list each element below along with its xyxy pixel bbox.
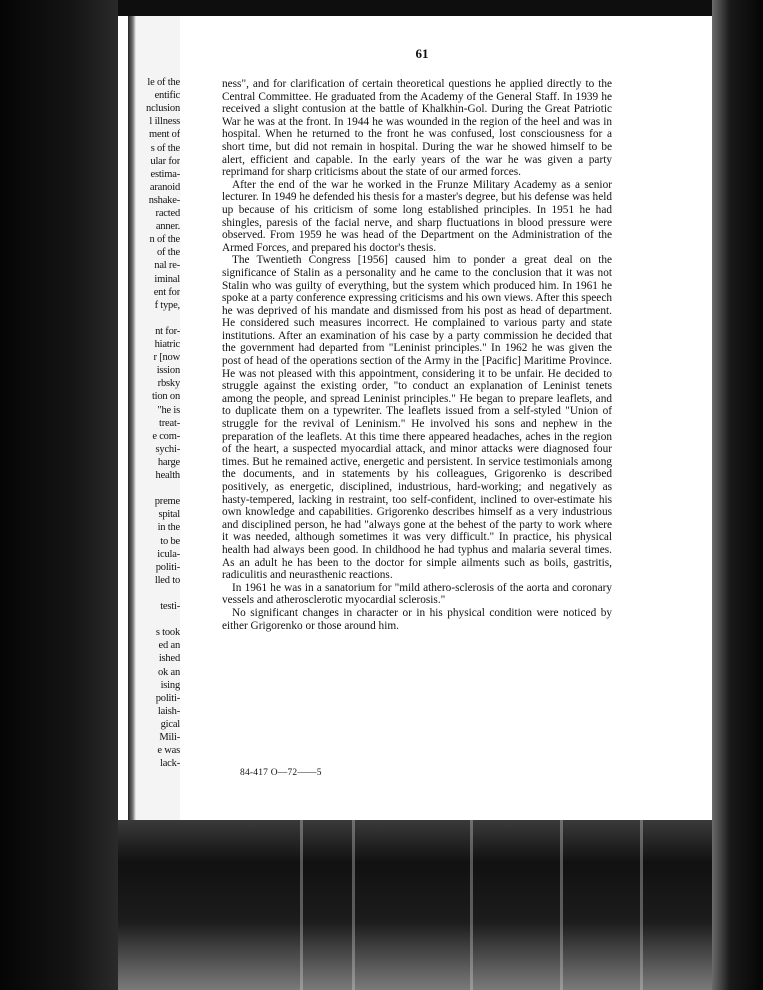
facing-page-line: politi- xyxy=(155,561,180,573)
facing-page-line: of the xyxy=(157,247,180,259)
scan-border-right xyxy=(712,0,763,990)
facing-page-line: nclusion xyxy=(146,103,180,115)
facing-page-line: politi- xyxy=(155,692,180,704)
scan-border-left xyxy=(0,0,118,990)
facing-page-line: preme xyxy=(154,496,180,508)
facing-page-line: in the xyxy=(157,522,180,534)
facing-page-line: health xyxy=(155,470,180,481)
facing-page-line: ok an xyxy=(157,666,180,678)
scan-stripe xyxy=(560,820,563,990)
facing-page-line: n of the xyxy=(149,234,180,246)
facing-page-line: entific xyxy=(154,90,180,102)
facing-page-line: Mili- xyxy=(159,732,180,743)
facing-page-line: to be xyxy=(160,535,180,547)
facing-page-line: iminal xyxy=(154,273,180,285)
paragraph: The Twentieth Congress [1956] caused him to ponder a great deal on the significance of Stalin as a personality and he came to the conclusion that it was not Stalin who was guilty of everything, but the system which produced him. In 1961 he spoke at a party conference expressing criticisms and his own views. After this speech he was deprived of his mandate and dismissed from his post as head of department. He considered such measures incorrect. He complained to various party and state institutions. After an examination of his case by a party commission he decided that the government had departed from "Leninist principles." In 1962 he was given the post of head of the operations section of the Army in the [Pacific] Maritime Province. He was not pleased with this appointment, considering it to be unfair. He decided to struggle against the existing order, "to conduct an explanation of Leninist tenets among the people, and spread Leninist principles." He began to prepare leaflets, and to duplicate them on a typewriter. The leaflets issued from a self-styled "Union of struggle for the revival of Leninism." He involved his sons and nephew in the preparation of the leaflets. At this time there appeared headaches, aches in the region of the heart, a suspected myocardial attack, and minor attacks were diagnosed four times. But he remained active, energetic and persistent. In service testimonials among the documents, and in statements by his colleagues, Grigorenko is described positively, as energetic, disciplined, industrious, hard-working; and negatively as hasty-tempered, lacking in restraint, too self-confident, inclined to over-estimate his own knowledge and capabilities. Grigorenko describes himself as a very industrious and disciplined person, he had "always gone at the behest of the party to work where it was needed, although sometimes it was very difficult." In practice, his physical health had always been good. In childhood he had typhus and malaria several times. As an adult he has been to the doctor for simple ailments such as boils, gastritis, radiculitis and neurasthenic reactions. xyxy=(222,254,612,582)
facing-page-line: sychi- xyxy=(155,443,180,455)
facing-page-line: nshake- xyxy=(148,194,180,206)
facing-page-line: ished xyxy=(158,653,180,665)
body-text xyxy=(222,78,612,632)
scan-stripe xyxy=(640,820,643,990)
facing-page-line: e was xyxy=(157,745,180,757)
facing-page-line: ent for xyxy=(153,286,180,298)
scan-stripe xyxy=(470,820,473,990)
facing-page-line: lack- xyxy=(160,758,180,770)
facing-page-line: laish- xyxy=(157,705,180,717)
facing-page-line: ising xyxy=(160,679,180,691)
facing-page-line: gical xyxy=(160,718,180,730)
facing-page-line: lled to xyxy=(154,574,180,586)
page-number: 61 xyxy=(415,46,429,61)
facing-page-line: s of the xyxy=(150,142,180,154)
paragraph: No significant changes in character or in his physical condition were noticed by either Grigorenko or those around him. xyxy=(222,606,612,632)
paragraph: In 1961 he was in a sanatorium for "mild athero-sclerosis of the aorta and coronary vessels and atherosclerotic myocardial sclerosis." xyxy=(222,581,612,607)
facing-page-line: "he is xyxy=(157,404,180,416)
facing-page-sliver xyxy=(128,16,180,820)
facing-page-line: harge xyxy=(157,456,180,468)
facing-page-line: treat- xyxy=(159,417,180,429)
facing-page-line: racted xyxy=(155,208,180,219)
facing-page-line: hiatric xyxy=(154,339,180,350)
scan-stripe xyxy=(300,820,303,990)
facing-page-line: nt for- xyxy=(155,325,180,337)
facing-page-line: anner. xyxy=(155,221,180,233)
facing-page-line: nal re- xyxy=(154,260,180,272)
facing-page-line: f type, xyxy=(154,299,180,311)
scan-border-bottom xyxy=(118,820,712,990)
facing-page-line: ular for xyxy=(150,155,180,167)
facing-page-line: icula- xyxy=(157,548,180,560)
facing-page-line: aranoid xyxy=(149,181,180,193)
facing-page-line: testi- xyxy=(160,601,180,612)
facing-page-line: ission xyxy=(156,365,180,377)
paragraph: ness", and for clarification of certain theoretical questions he applied directly to the Central Committee. He graduated from the Academy of the General Staff. In 1939 he received a slight contusion at the battle of Khalkhin-Gol. During the Great Patriotic War he was at the front. In 1944 he was wounded in the region of the heel and was in hospital. When he returned to the front he was confused, lost consciousness for a short time, but did not remain in hospital. During the war he showed himself to be alert, efficient and capable. In the early years of the war he was given a party reprimand for sharp criticisms about the state of our armed forces. xyxy=(222,78,612,179)
facing-page-line: tion on xyxy=(151,391,180,403)
facing-page-line: estima- xyxy=(150,168,180,180)
facing-page-line: ment of xyxy=(149,129,180,141)
print-code: 84-417 O—72——5 xyxy=(240,768,322,778)
facing-page-line: ed an xyxy=(158,640,180,652)
scan-stripe xyxy=(352,820,355,990)
paragraph: After the end of the war he worked in the Frunze Military Academy as a senior lecturer. In 1949 he defended his thesis for a master's degree, but his defense was held up because of his criticism of some long established principles. In 1951 he had shingles, paresis of the facial nerve, and sharp fluctuations in blood pressure were observed. From 1959 he was head of the Department on the Administration of the Armed Forces, and prepared his doctor's thesis. xyxy=(222,178,612,254)
facing-page-line: rbsky xyxy=(157,378,180,390)
facing-page-line: s took xyxy=(155,627,180,639)
facing-page-line: l illness xyxy=(149,116,180,128)
facing-page-line: spital xyxy=(158,509,180,521)
facing-page-line: le of the xyxy=(147,77,180,88)
facing-page-line: r [now xyxy=(153,352,180,364)
facing-page-line: e com- xyxy=(152,430,180,442)
